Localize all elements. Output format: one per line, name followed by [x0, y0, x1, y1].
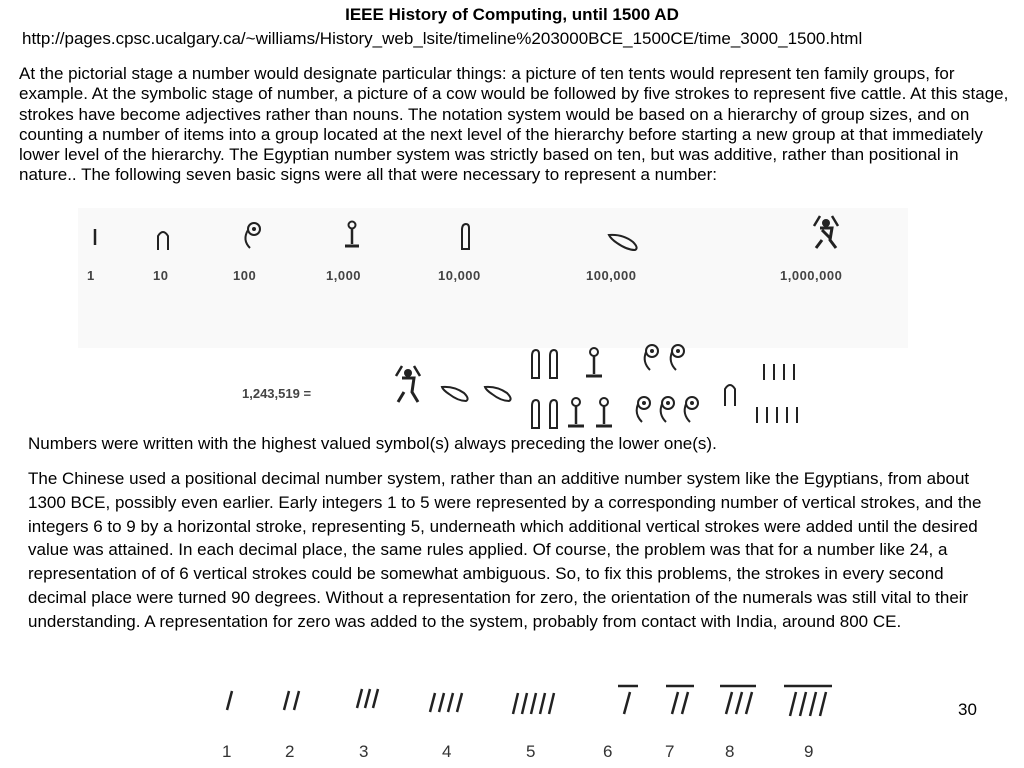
lotus-icon	[342, 220, 362, 250]
source-url: http://pages.cpsc.ucalgary.ca/~williams/History_web_lsite/timeline%203000BCE_1500CE/time_3000_1500.html	[22, 29, 863, 48]
rod-numeral-4	[426, 690, 468, 716]
digit-label: 5	[526, 742, 536, 761]
coil-of-rope-icon	[638, 342, 694, 376]
ordering-note: Numbers were written with the highest valued symbol(s) always preceding the lower one(s).	[28, 434, 717, 453]
coil-of-rope-icon	[630, 394, 706, 428]
rod-numeral-9	[780, 682, 838, 720]
rod-numeral-5	[509, 690, 565, 718]
digit-label: 9	[804, 742, 814, 761]
rod-numeral-3	[353, 686, 383, 712]
digit-label: 4	[442, 742, 452, 761]
heel-bone-icon	[722, 380, 738, 408]
stroke-icon	[752, 404, 804, 426]
chinese-rod-numerals-figure	[190, 668, 850, 768]
rod-numeral-7	[662, 682, 700, 718]
heel-bone-icon	[155, 228, 171, 252]
sign-label-10000: 10,000	[438, 268, 481, 283]
rod-numeral-8	[716, 682, 762, 718]
tadpole-icon	[481, 382, 517, 404]
finger-icon	[458, 222, 472, 252]
coil-of-rope-icon	[238, 220, 266, 252]
tadpole-icon	[605, 230, 645, 254]
rod-numeral-6	[614, 682, 644, 718]
egyptian-numerals-figure	[78, 208, 908, 430]
rod-numeral-1	[222, 688, 238, 714]
digit-label: 2	[285, 742, 295, 761]
rod-numeral-2	[280, 688, 304, 714]
chinese-paragraph: The Chinese used a positional decimal number system, rather than an additive number system like the Egyptians, from about 1300 BCE, possibly even earlier. Early integers 1 to 5 were represented by a corresponding number of vertical strokes, and the integers 6 to 9 by a horizontal stroke, representing 5, underneath which additional vertical strokes were added until the desired value was attained. In each decimal place, the same rules applied. Of course, the problem was that for a number like 24, a representation of of 6 vertical strokes could be somewhat ambiguous. So, to fix this problems, the strokes in every second decimal place were turned 90 degrees. Without a representation for zero, the orientation of the numerals was still vital to their understanding. A representation for zero was added to the system, probably from contact with India, around 800 CE.	[28, 469, 982, 631]
kneeling-god-icon	[808, 212, 844, 252]
finger-icon	[526, 396, 566, 430]
kneeling-god-icon	[390, 362, 426, 406]
sign-label-1000: 1,000	[326, 268, 362, 283]
intro-paragraph: At the pictorial stage a number would designate particular things: a picture of ten tents would represent ten family groups, for example. At the symbolic stage of number, a picture of a cow would be followed by five strokes to represent five cattle. At this stage, strokes have become adjectives rather than nouns. The notation system would be based on a hierarchy of group sizes, and on counting a number of items into a group located at the next level of the hierarchy before starting a new group at that immediately lower level of the hierarchy. The Egyptian number system was strictly based on ten, but was additive, rather than positional in nature.. The following seven basic signs were all that were necessary to represent a number:	[19, 64, 1009, 185]
slide-title: IEEE History of Computing, until 1500 AD	[345, 5, 679, 24]
page-number: 30	[958, 700, 977, 719]
sign-label-100: 100	[233, 268, 257, 283]
sign-label-1: 1	[87, 268, 95, 283]
example-number-label: 1,243,519 =	[242, 386, 312, 401]
stroke-icon	[88, 226, 102, 248]
digit-label: 6	[603, 742, 613, 761]
digit-label: 1	[222, 742, 232, 761]
digit-label: 8	[725, 742, 735, 761]
lotus-icon	[566, 396, 626, 430]
stroke-icon	[760, 362, 800, 382]
sign-label-100000: 100,000	[586, 268, 637, 283]
digit-label: 7	[665, 742, 675, 761]
digit-label: 3	[359, 742, 369, 761]
sign-label-1000000: 1,000,000	[780, 268, 843, 283]
sign-label-10: 10	[153, 268, 169, 283]
tadpole-icon	[438, 382, 474, 404]
lotus-icon	[583, 346, 605, 380]
finger-icon	[526, 346, 566, 380]
